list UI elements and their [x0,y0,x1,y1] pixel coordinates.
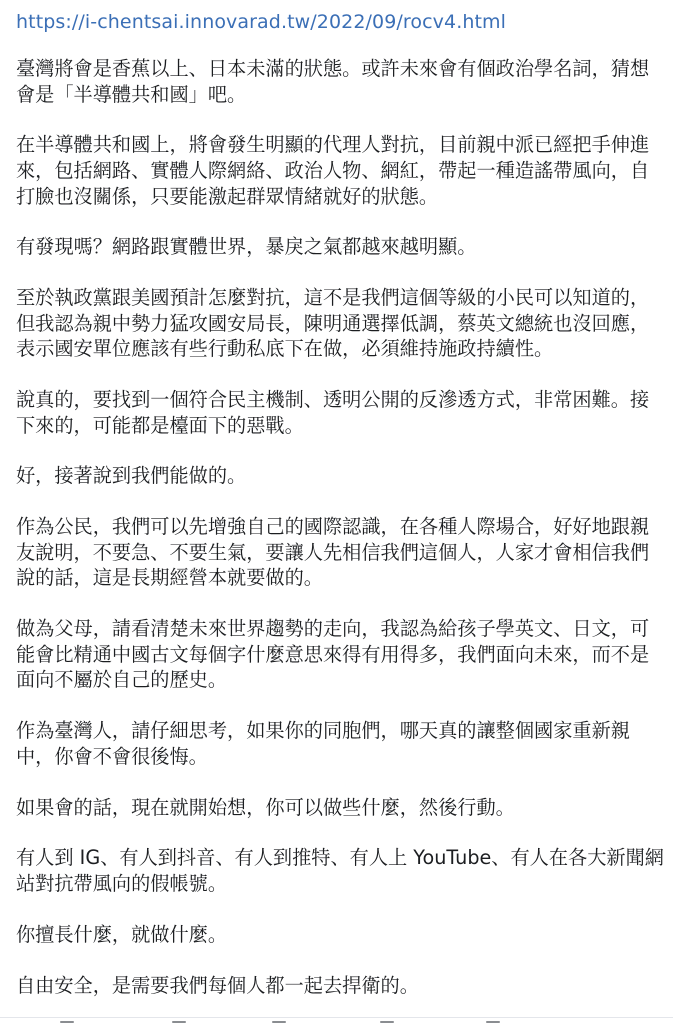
post-paragraph: 臺灣將會是香蕉以上、日本未滿的狀態。或許未來會有個政治學名詞，猜想會是「半導體共和國」吧。 [16,57,650,106]
post-paragraph: 如果會的話，現在就開始想，你可以做些什麼，然後行動。 [16,795,515,819]
post-paragraph: 作為公民，我們可以先增強自己的國際認識，在各種人際場合，好好地跟親友說明，不要急、不要生氣，要讓人先相信我們這個人，人家才會相信我們說的話，這是長期經營本就要做的。 [16,515,650,590]
post-paragraph: 好，接著說到我們能做的。 [16,464,247,488]
post-paragraph: 你擅長什麼，就做什麼。 [16,922,228,946]
post-paragraph: 說真的，要找到一個符合民主機制、透明公開的反滲透方式，非常困難。接下來的，可能都是檯面下的惡戰。 [16,388,650,437]
menu-icon[interactable] [486,1021,500,1025]
post-paragraph: 至於執政黨跟美國預計怎麼對抗，這不是我們這個等級的小民可以知道的，但我認為親中勢力猛攻國安局長，陳明通選擇低調，蔡英文總統也沒回應，表示國安單位應該有些行動私底下在做，必須維持施政持續性。 [16,286,650,361]
post-paragraph: 作為臺灣人，請仔細思考，如果你的同胞們，哪天真的讓整個國家重新親中，你會不會很後悔。 [16,719,630,768]
notifications-icon[interactable] [380,1021,394,1025]
marketplace-icon[interactable] [272,1021,286,1025]
post-body [16,8,666,1023]
home-icon[interactable] [60,1021,74,1025]
post-paragraph: 自由安全，是需要我們每個人都一起去捍衛的。 [16,973,419,997]
post-paragraph: 做為父母，請看清楚未來世界趨勢的走向，我認為給孩子學英文、日文，可能會比精通中國古文每個字什麼意思來得有用得多，我們面向未來，而不是面向不屬於自己的歷史。 [16,617,650,692]
post-link[interactable]: https://i-chentsai.innovarad.tw/2022/09/rocv4.html [16,11,507,33]
video-icon[interactable] [172,1021,186,1025]
post-paragraph: 有人到 IG、有人到抖音、有人到推特、有人上 YouTube、有人在各大新聞網站對抗帶風向的假帳號。 [16,846,664,895]
post-paragraph: 有發現嗎？網路跟實體世界，暴戾之氣都越來越明顯。 [16,235,477,259]
post-paragraph: 在半導體共和國上，將會發生明顯的代理人對抗，目前親中派已經把手伸進來，包括網路、實體人際網絡、政治人物、網紅，帶起一種造謠帶風向，自打臉也沒關係，只要能激起群眾情緒就好的狀態。 [16,133,650,208]
